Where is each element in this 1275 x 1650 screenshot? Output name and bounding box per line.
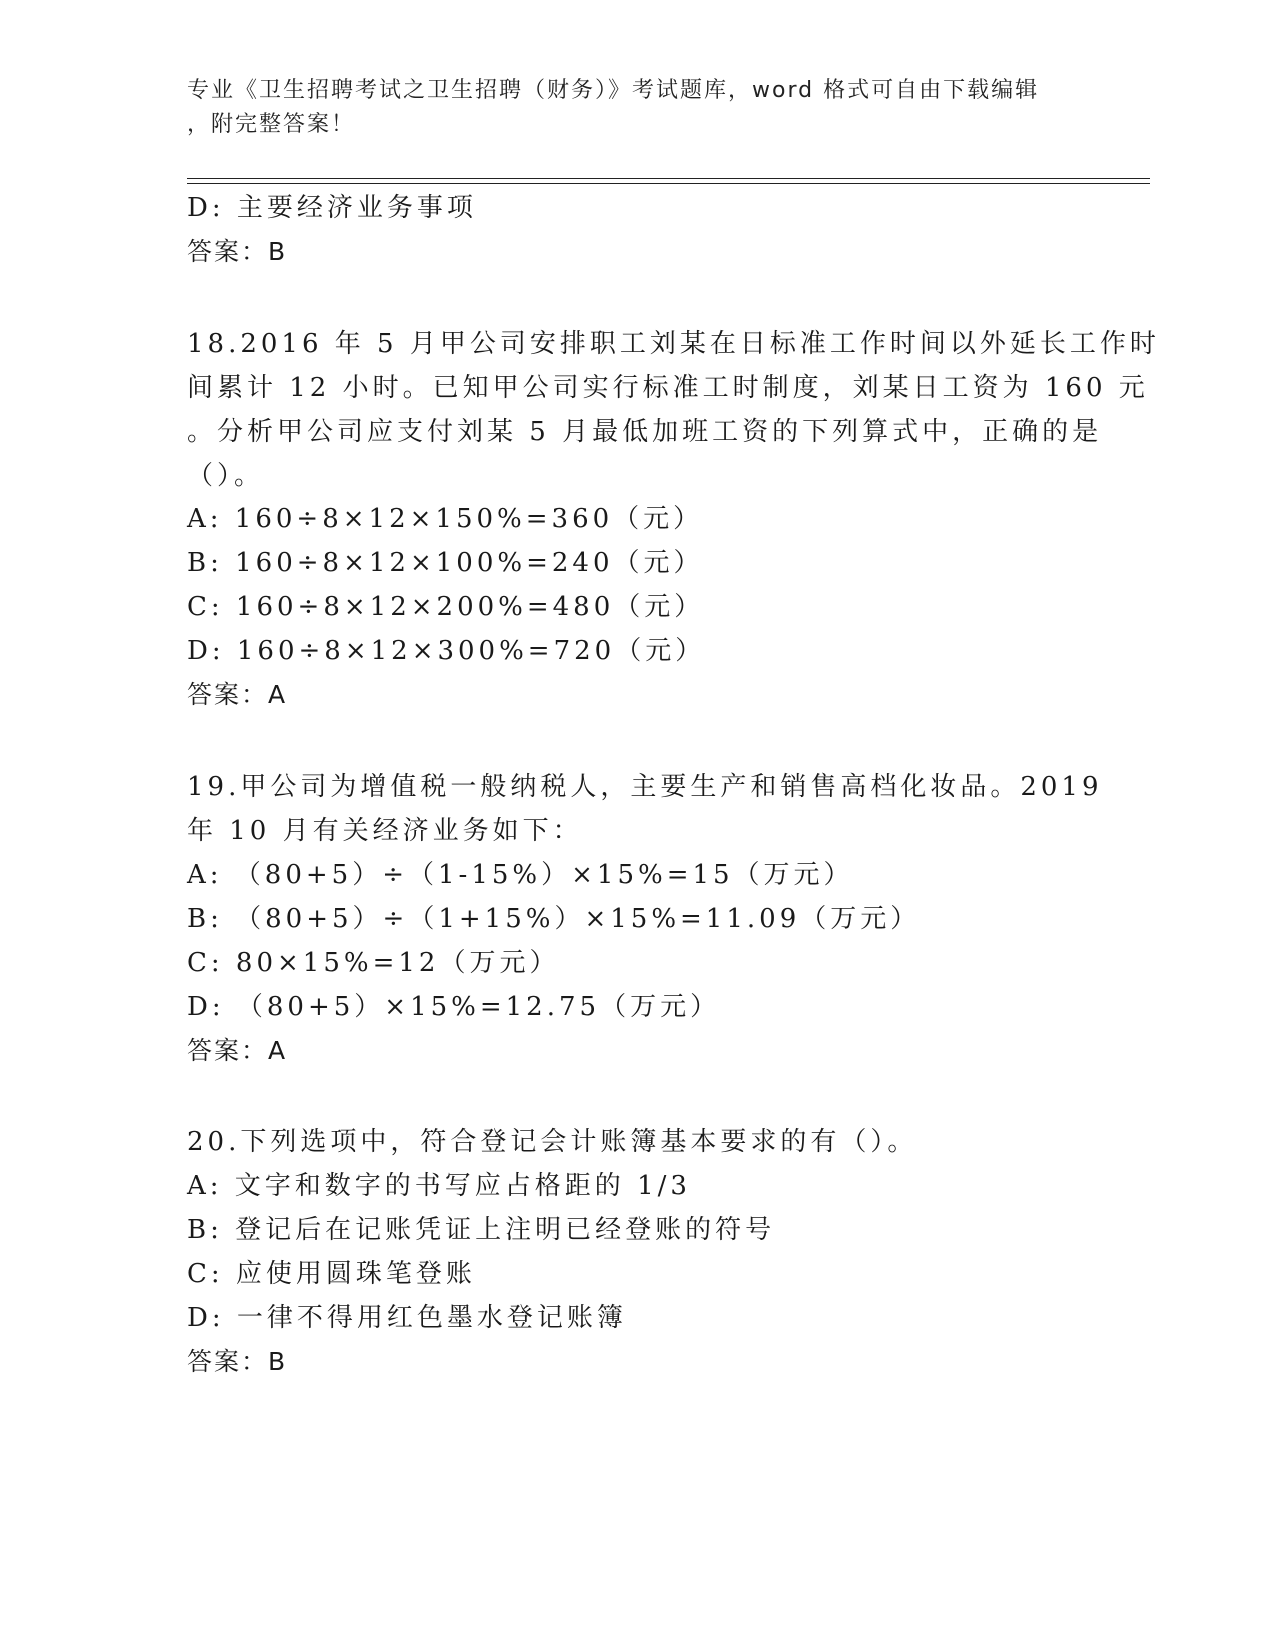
q20-stem-line-1: 20.下列选项中，符合登记会计账簿基本要求的有（）。 [187,1127,918,1157]
q20-option-c: C: 应使用圆珠笔登账 [187,1259,476,1289]
document-header [187,74,1087,142]
q19-answer: 答案：A [187,1036,288,1065]
q18-option-b: B: 160÷8×12×100%=240（元） [187,548,704,578]
q19-option-c: C: 80×15%=12（万元） [187,948,560,978]
q18-answer: 答案：A [187,680,288,709]
q19-option-b: B: （80+5）÷（1+15%）×15%=11.09（万元） [187,904,921,934]
header-divider-bottom [187,183,1150,184]
q20-option-d: D: 一律不得用红色墨水登记账簿 [187,1303,627,1333]
q20-answer: 答案：B [187,1347,288,1376]
q18-stem-line-3: 。分析甲公司应支付刘某 5 月最低加班工资的下列算式中，正确的是 [187,417,1103,447]
q18-option-a: A: 160÷8×12×150%=360（元） [187,504,704,534]
header-divider-top [187,178,1150,179]
q20-option-b: B: 登记后在记账凭证上注明已经登账的符号 [187,1215,776,1245]
q18-option-d: D: 160÷8×12×300%=720（元） [187,636,706,666]
q17-option-d: D: 主要经济业务事项 [187,193,477,223]
q20-option-a: A: 文字和数字的书写应占格距的 1/3 [187,1171,691,1201]
q19-option-d: D: （80+5）×15%=12.75（万元） [187,992,721,1022]
q17-answer: 答案：B [187,237,288,266]
q19-stem-line-2: 年 10 月有关经济业务如下： [187,816,583,846]
q18-stem-line-4: （）。 [187,461,265,491]
q18-option-c: C: 160÷8×12×200%=480（元） [187,592,705,622]
q18-stem-line-1: 18.2016 年 5 月甲公司安排职工刘某在日标准工作时间以外延长工作时 [187,329,1160,359]
header-line-1: 专业《卫生招聘考试之卫生招聘（财务）》考试题库，word 格式可自由下载编辑 [187,78,1040,103]
header-line-2: ，附完整答案！ [187,112,356,137]
q19-stem-line-1: 19.甲公司为增值税一般纳税人，主要生产和销售高档化妆品。2019 [187,772,1103,802]
q19-option-a: A: （80+5）÷（1-15%）×15%=15（万元） [187,860,854,890]
q18-stem-line-2: 间累计 12 小时。已知甲公司实行标准工时制度，刘某日工资为 160 元 [187,373,1149,403]
